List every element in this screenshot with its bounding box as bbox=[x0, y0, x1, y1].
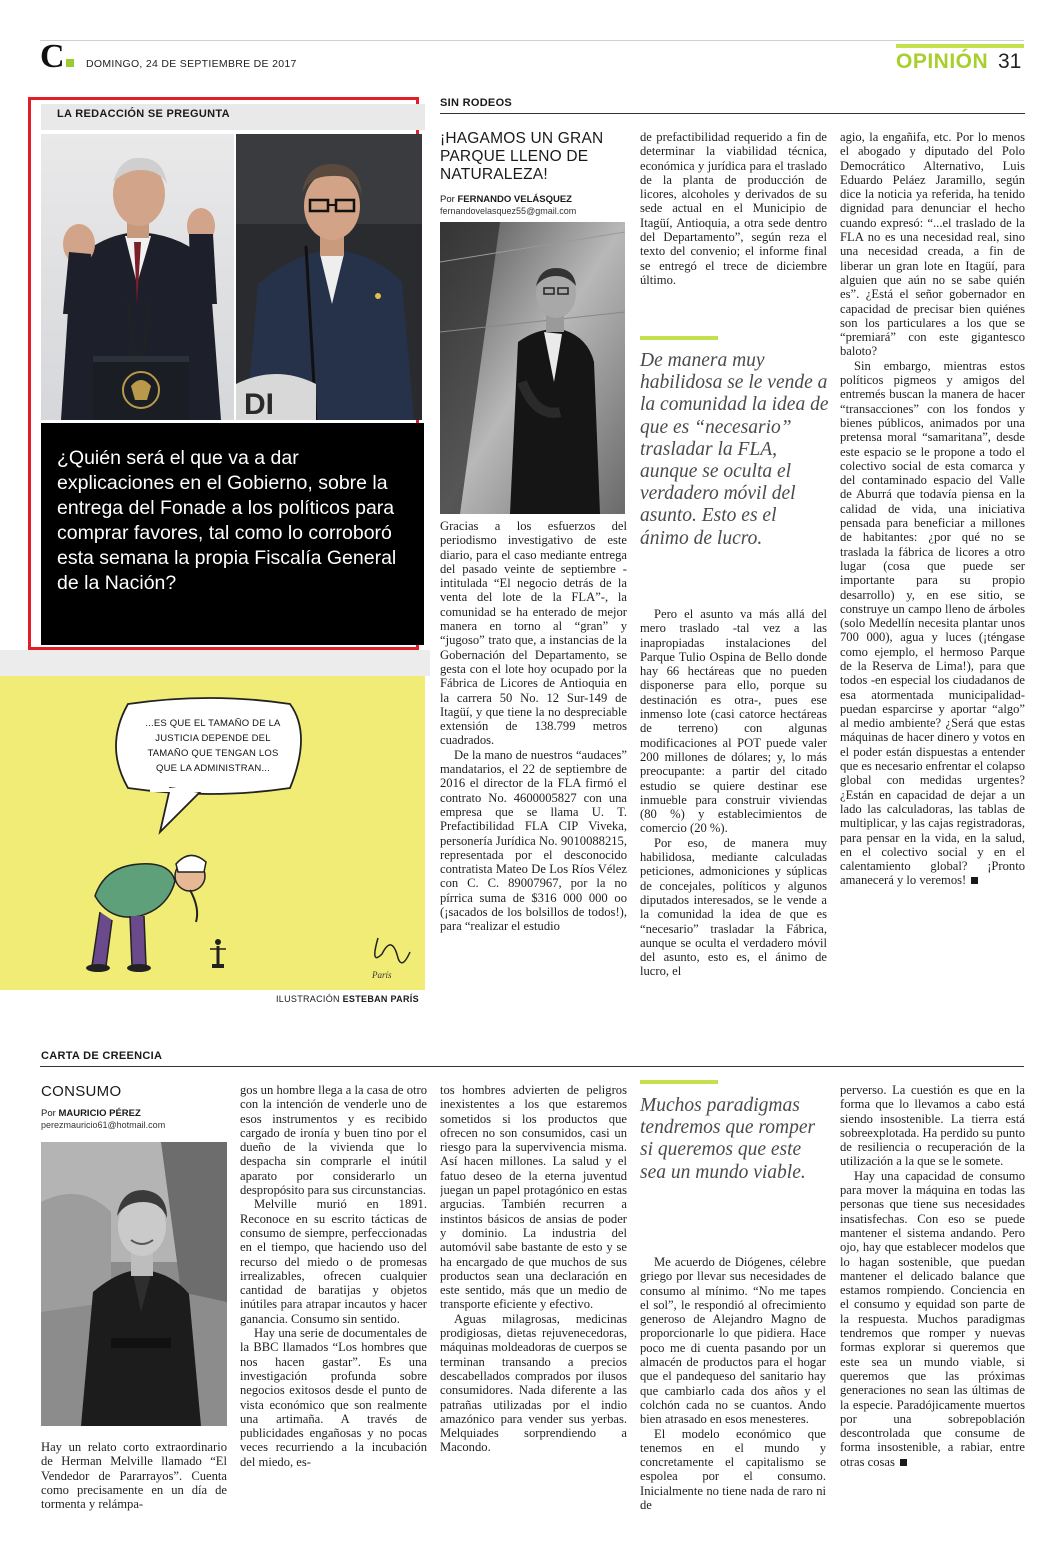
dateline: DOMINGO, 24 DE SEPTIEMBRE DE 2017 bbox=[86, 58, 297, 70]
paragraph: perverso. La cuestión es que en la forma que lo llevamos a cabo está siendo insostenible. La tierra está sobreexplotada. Ha perdido su punto de resiliencia o recuperación de la utilización a la que se le somete. bbox=[840, 1083, 1025, 1169]
paragraph-text: Sin embargo, mientras estos políticos pigmeos y amigos del entremés buscan la manera de hacer “transacciones” con los fondos y bienes públicos, animados por una pretensa moral “samaritana”, desde este espacio se le propone a todo el colectivo social de esta comarca y del contaminado espacio del Valle de Aburrá que todavía piensa en la calidad de vida, una iniciativa pensada para beneficiar a millones de habitantes: ¿por qué no se traslada la fábrica de licores a otro lugar (cosa que puede ser importante para su propio desarrollo) y, en ese sitio, se construye un campo lleno de árboles (solo Medellín necesita plantar unos 700 000), agua y luces (¡téngase como ejemplo, el hermoso Parque de la Reserva de Lima!), para que todos -en especial los ciudadanos de esa atormentada municipalidad- puedan esparcirse y aportar “algo” al medio ambiente? ¿Será que estas máquinas de hacer dinero y votos en el poder están dispuestas a entender que es necesario enfrentar el colapso global con medidas urgentes? ¿Están en capacidad de dejar a un lado las calculadoras, las tablas de multiplicar, y las cajas registradoras, para pensar en la vida, en la salud, en el colectivo social y en el calentamiento global? ¡Pronto amanecerá y lo veremos! bbox=[840, 358, 1025, 888]
paragraph: Hay una serie de documentales de la BBC llamados “Los hombres que nos hacen gastar”. Es una investigación profunda sobre negocios exitosos desde el punto de vista económico que son realmente una artimaña. A través de publicidades engañosas y no pocas veces recurriendo a la incubación del miedo, es- bbox=[240, 1326, 427, 1469]
paragraph: gos un hombre llega a la casa de otro con la intención de venderle uno de esos instrumentos y es recibido cargado de ironía y buen tino por el dueño de la vivienda que lo despacha sin comprarle el inútil aparato por considerarlo un despropósito para sus circunstancias. bbox=[240, 1083, 427, 1198]
carta-column-4 bbox=[640, 1255, 826, 1520]
author-portrait bbox=[440, 222, 625, 514]
byline-prefix: Por bbox=[41, 1108, 56, 1119]
sinrodeos-rule bbox=[440, 113, 1025, 114]
paragraph: Por eso, de manera muy habilidosa, mediante calculadas peticiones, admoniciones y súplicas de concejales, políticos y algunos diputados interesados, se le vende a la comunidad la idea de que es “necesario” trasladar la Fábrica, aunque se oculta el verdadero móvil del asunto, esto es, el ánimo de lucro, el bbox=[640, 835, 827, 979]
pullquote-accent-bar bbox=[640, 1080, 718, 1084]
byline-prefix: Por bbox=[440, 194, 455, 205]
paragraph: Melville murió en 1891. Reconoce en su escrito tácticas de consumo de siempre, perfeccionadas en el tiempo, que haciendo uso del recurso del miedo o de promesas irrealizables, ofrecen cualquier cantidad de baratijas y objetos inútiles para atrapar incautos y hacer ganancia. Consumo sin sentido. bbox=[240, 1197, 427, 1326]
cartoon-speech: ...ES QUE EL TAMAÑO DE LA JUSTICIA DEPENDE DEL TAMAÑO QUE TENGAN LOS QUE LA ADMINISTRAN... bbox=[145, 718, 281, 774]
author-name: MAURICIO PÉREZ bbox=[58, 1108, 141, 1119]
photo-official-microphone bbox=[236, 134, 422, 420]
paragraph: Me acuerdo de Diógenes, célebre griego por llevar sus necesidades de consumo al mínimo. “No me tapes el sol”, le respondió al ofrecimiento generoso de Alejandro Magno de proporcionarle lo que pidiera. Hace poco me di cuenta pasando por un almacén de productos para el hogar que el pandequeso del sanitario hay que cambiarlo cada dos años y el colchón cada no se cuantos. Ando bien atrasado en esos menesteres. bbox=[640, 1255, 826, 1427]
carta-column-1 bbox=[41, 1440, 227, 1520]
credit-prefix: ILUSTRACIÓN bbox=[276, 994, 340, 1004]
newspaper-logo bbox=[40, 40, 74, 74]
sinrodeos-pullquote: De manera muy habilidosa se le vende a la comunidad la idea de que es “necesario” trasladar la FLA, aunque se oculta el verdadero móvil del asunto. Esto es el ánimo de lucro. bbox=[640, 350, 829, 549]
carta-pullquote: Muchos paradigmas tendremos que romper si queremos que este sea un mundo viable. bbox=[640, 1095, 816, 1183]
sinrodeos-column-2-top bbox=[640, 130, 827, 316]
carta-label: CARTA DE CREENCIA bbox=[41, 1050, 163, 1062]
paragraph: Pero el asunto va más allá del mero traslado -tal vez a las inapropiadas instalaciones del Parque Tulio Ospina de Bello donde hay 66 hectáreas que no pueden disponerse para ello, porque su destinación es otra-, pues ese inmenso lote (casi catorce hectáreas de terreno) con algunas modificaciones al POT puede valer 200 millones de dólares; y, lo más preocupante: a partir del citado estudio se quiere destinar ese inmueble para construir viviendas (80 %) y establecimientos de comercio (20 %). bbox=[640, 607, 827, 836]
pullquote-accent-bar bbox=[640, 336, 718, 340]
sinrodeos-column-3 bbox=[840, 130, 1025, 1017]
carta-column-3 bbox=[440, 1083, 627, 1520]
cartoon-signature: París bbox=[372, 970, 392, 980]
redaccion-question: ¿Quién será el que va a dar explicaciones en el Gobierno, sobre la entrega del Fonade a los políticos para comprar favores, tal como lo corroboró esta semana la propia Fiscalía General de la Nación? bbox=[57, 447, 397, 594]
carta-byline bbox=[41, 1108, 141, 1119]
carta-column-2 bbox=[240, 1083, 427, 1520]
end-mark-icon bbox=[900, 1459, 907, 1466]
author-name: FERNANDO VELÁSQUEZ bbox=[457, 194, 572, 205]
paragraph bbox=[840, 1169, 1025, 1469]
author-email: perezmauricio61@hotmail.com bbox=[41, 1120, 166, 1130]
paragraph: agio, la engañifa, etc. Por lo menos el abogado y diputado del Polo Democrático Alternativo, Luis Eduardo Peláez Jaramillo, según dice la noticia ya referida, ha tenido dignidad para denunciar el hecho cuando expresó: “...el traslado de la FLA no es una necesidad real, sino una necesidad creada, a fin de liberar un gran lote en Itagüí, para alguien que aún no se sabe quién es”. ¿Está el señor gobernador en capacidad de precisar bien quiénes son los particulares a los que se “premiará” con este gigantesco baloto? bbox=[840, 130, 1025, 359]
paragraph: De la mano de nuestros “audaces” mandatarios, el 22 de septiembre de 2016 el director de la FLA firmó el contrato No. 4600005827 con una empresa que se llama U. T. Prefactibilidad FLA CIP Viveka, personería Jurídica No. 9010088215, representada por el desconocido contratista Mateo De Los Ríos Vélez con C. C. 89007967, por la no pírrica suma de $316 000 000 oo (¡sacados de los bolsillos de todos!), para “realizar el estudio bbox=[440, 747, 627, 934]
paragraph: tos hombres advierten de peligros inexistentes a los que estaremos sometidos si los productos que ofrecen no son consumidos, casi un riesgo para la supervivencia misma. Así hacen millones. La salud y el fatuo deseo de la eterna juventud juegan un papel protagónico en estas argucias. También recurren a instintos básicos de ansias de poder y dominio. La industria del automóvil sabe bastante de esto y se ha encargado de que muchos de sus productos sean una declaración en este sentido, más que un medio de transporte eficiente y efectivo. bbox=[440, 1083, 627, 1312]
grey-strip bbox=[0, 650, 430, 676]
logo-letter: C bbox=[40, 38, 65, 75]
column-title: ¡HAGAMOS UN GRAN PARQUE LLENO DE NATURALEZA! bbox=[440, 130, 604, 183]
redaccion-label: LA REDACCIÓN SE PREGUNTA bbox=[57, 108, 230, 120]
section-accent-bar bbox=[896, 44, 1024, 48]
author-portrait bbox=[41, 1142, 227, 1426]
end-mark-icon bbox=[971, 877, 978, 884]
paragraph-text: Hay una capacidad de consumo para mover la máquina en todas las personas que tiene sus necesidades insatisfechas. Con eso se puede mantener el sistema andando. Pero ojo, hay que establecer modelos que lo hagan sostenible, que puedan mantener el delicado balance que estamos rompiendo. Conciencia en el consumo y equidad son parte de la respuesta. Muchos paradigmas tendremos que romper y nuevas formas explorar si queremos que este sea un mundo viable, si queremos que las próximas generaciones no sean las últimas de la especie. Paradójicamente muertos por una sobrepoblación descontrolada que consume de forma insostenible, a rabiar, entre otras cosas bbox=[840, 1168, 1025, 1469]
credit-name: ESTEBAN PARÍS bbox=[342, 994, 419, 1004]
carta-rule bbox=[40, 1066, 1024, 1067]
cartoon-credit bbox=[276, 994, 419, 1004]
paragraph: Gracias a los esfuerzos del periodismo investigativo de este diario, para el caso mediante entrega del pasado veinte de septiembre -intitulada “El negocio detrás de la venta del lote de la FLA”-, la comunidad se ha enterado de mejor manera en torno al “gran” y “jugoso” trato que, a instancias de la Gobernación del Departamento, se gesta con el lote hoy ocupado por la Fábrica de Licores de Antioquia en la carrera 50 No. 12 Sur-149 de Itagüí, y que tiene la no despreciable extensión de 138.799 metros cuadrados. bbox=[440, 519, 627, 748]
svg-text:DI: DI bbox=[244, 388, 274, 420]
editorial-cartoon bbox=[0, 676, 425, 990]
carta-title: CONSUMO bbox=[41, 1083, 122, 1100]
sinrodeos-label: SIN RODEOS bbox=[440, 97, 513, 109]
paragraph: Aguas milagrosas, medicinas prodigiosas, dietas rejuvenecedoras, máquinas moldeadoras de cuerpos se terminan transando a precios descabellados comprados por ilusos consumidores. Nada diferente a las patrañas utilizadas por el indio amazónico para vender sus yerbas. Melquiades sorprendiendo a Macondo. bbox=[440, 1311, 627, 1455]
column-byline bbox=[440, 194, 572, 205]
top-rule bbox=[40, 40, 1024, 41]
paragraph: Hay un relato corto extraordinario de Herman Melville llamado “El Vendedor de Pararrayos”. Cuenta como precisamente en un día de tormenta y relámpa- bbox=[41, 1440, 227, 1512]
paragraph bbox=[840, 359, 1025, 888]
sinrodeos-column-2-bottom bbox=[640, 607, 827, 1015]
carta-column-5 bbox=[840, 1083, 1025, 1520]
paragraph: El modelo económico que tenemos en el mundo y concretamente el capitalismo se espolea por el consumo. Inicialmente no tiene nada de raro ni de bbox=[640, 1426, 826, 1513]
page-number: 31 bbox=[998, 50, 1022, 73]
logo-dot-icon bbox=[66, 59, 74, 67]
photo-speaker-podium bbox=[41, 134, 234, 420]
author-email: fernandovelasquez55@gmail.com bbox=[440, 206, 577, 216]
section-name: OPINIÓN bbox=[896, 50, 989, 73]
paragraph: de prefactibilidad requerido a fin de determinar la viabilidad técnica, económica y jurídica para el traslado de la planta de producción de licores, alcoholes y derivados de su sede actual en el Municipio de Itagüí, Antioquia, a otra sede dentro del Departamento”, según reza el texto del convenio; el informe final se entregó el trece de diciembre último. bbox=[640, 130, 827, 287]
sinrodeos-column-1 bbox=[440, 519, 627, 1015]
